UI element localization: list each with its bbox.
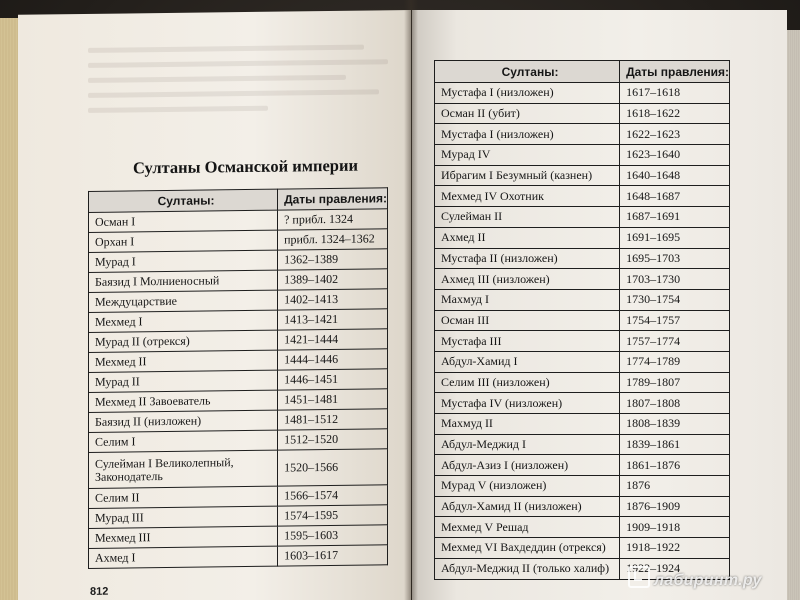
sultan-name-cell: Мурад V (низложен)	[435, 476, 620, 497]
reign-dates-cell: 1451–1481	[278, 389, 388, 410]
sultan-name-cell: Осман II (убит)	[435, 103, 620, 124]
reign-dates-cell: 1421–1444	[278, 329, 388, 350]
watermark-text: лабиринт.ру	[654, 572, 762, 589]
header-sultans: Султаны:	[89, 189, 278, 212]
sultan-name-cell: Селим II	[89, 486, 278, 508]
table-row	[435, 165, 730, 186]
reign-dates-cell: ? прибл. 1324	[278, 209, 388, 230]
sultan-name-cell: Мехмед II Завоеватель	[89, 390, 278, 412]
sultan-name-cell: Мехмед IV Охотник	[435, 186, 620, 207]
book-spine-shadow	[404, 0, 418, 600]
bleed-through-text	[88, 36, 388, 123]
reign-dates-cell: 1595–1603	[278, 525, 388, 546]
table-row	[435, 83, 730, 104]
reign-dates-cell: прибл. 1324–1362	[278, 229, 388, 250]
reign-dates-cell: 1703–1730	[620, 269, 730, 290]
sultan-name-cell: Абдул-Меджид I	[435, 434, 620, 455]
sultan-name-cell: Абдул-Хамид I	[435, 351, 620, 372]
table-row	[435, 331, 730, 352]
table-header-row	[435, 61, 730, 83]
reign-dates-cell: 1362–1389	[278, 249, 388, 270]
sultans-table-right	[434, 60, 730, 580]
reign-dates-cell: 1839–1861	[620, 434, 730, 455]
reign-dates-cell: 1512–1520	[278, 429, 388, 450]
reign-dates-cell: 1861–1876	[620, 455, 730, 476]
table-row	[435, 434, 730, 455]
sultan-name-cell: Мурад II	[89, 370, 278, 392]
reign-dates-cell: 1444–1446	[278, 349, 388, 370]
table-row	[435, 351, 730, 372]
table-row	[435, 103, 730, 124]
reign-dates-cell: 1648–1687	[620, 186, 730, 207]
reign-dates-cell: 1876–1909	[620, 496, 730, 517]
sultan-name-cell: Сулейман II	[435, 207, 620, 228]
table-row	[435, 227, 730, 248]
reign-dates-cell: 1622–1623	[620, 124, 730, 145]
reign-dates-cell: 1730–1754	[620, 289, 730, 310]
table-row	[89, 545, 388, 569]
sultan-name-cell: Абдул-Хамид II (низложен)	[435, 496, 620, 517]
reign-dates-cell: 1789–1807	[620, 372, 730, 393]
table-row	[435, 289, 730, 310]
table-row	[89, 449, 388, 489]
reign-dates-cell: 1623–1640	[620, 145, 730, 166]
reign-dates-cell: 1520–1566	[278, 449, 388, 486]
reign-dates-cell: 1617–1618	[620, 83, 730, 104]
table-row	[435, 124, 730, 145]
sultan-name-cell: Междуцарствие	[89, 290, 278, 312]
sultan-name-cell: Мехмед I	[89, 310, 278, 332]
sultan-name-cell: Мурад II (отрекся)	[89, 330, 278, 352]
sultan-name-cell: Мустафа IV (низложен)	[435, 393, 620, 414]
sultan-name-cell: Мехмед III	[89, 526, 278, 548]
reign-dates-cell: 1774–1789	[620, 351, 730, 372]
header-dates: Даты правления:	[278, 188, 388, 210]
table-row	[435, 186, 730, 207]
reign-dates-cell: 1481–1512	[278, 409, 388, 430]
left-page	[18, 10, 411, 600]
sultan-name-cell: Осман III	[435, 310, 620, 331]
header-dates: Даты правления:	[620, 61, 730, 83]
reign-dates-cell: 1876	[620, 476, 730, 497]
table-row	[435, 145, 730, 166]
table-row	[435, 248, 730, 269]
reign-dates-cell: 1808–1839	[620, 414, 730, 435]
sultan-name-cell: Ибрагим I Безумный (казнен)	[435, 165, 620, 186]
table-row	[435, 496, 730, 517]
reign-dates-cell: 1754–1757	[620, 310, 730, 331]
table-row	[435, 455, 730, 476]
sultan-name-cell: Мустафа I (низложен)	[435, 83, 620, 104]
sultan-name-cell: Мурад III	[89, 506, 278, 528]
page-number: 812	[90, 585, 109, 598]
sultan-name-cell: Мурад IV	[435, 145, 620, 166]
table-row	[435, 538, 730, 559]
reign-dates-cell: 1807–1808	[620, 393, 730, 414]
sultan-name-cell: Баязид I Молниеносный	[89, 270, 278, 292]
sultan-name-cell: Мехмед V Решад	[435, 517, 620, 538]
right-page	[412, 10, 787, 600]
sultan-name-cell: Мурад I	[89, 250, 278, 272]
table-row	[435, 393, 730, 414]
table-row	[435, 476, 730, 497]
sultan-name-cell: Ахмед II	[435, 227, 620, 248]
reign-dates-cell: 1603–1617	[278, 545, 388, 566]
reign-dates-cell: 1918–1922	[620, 538, 730, 559]
sultan-name-cell: Селим I	[89, 430, 278, 452]
sultan-name-cell: Мехмед II	[89, 350, 278, 372]
sultan-name-cell: Махмуд II	[435, 414, 620, 435]
reign-dates-cell: 1695–1703	[620, 248, 730, 269]
sultan-name-cell: Ахмед I	[89, 546, 278, 568]
table-row	[435, 372, 730, 393]
sultans-table-left	[88, 187, 388, 569]
table-row	[435, 207, 730, 228]
sultan-name-cell: Баязид II (низложен)	[89, 410, 278, 432]
sultan-name-cell: Махмуд I	[435, 289, 620, 310]
reign-dates-cell: 1687–1691	[620, 207, 730, 228]
reign-dates-cell: 1566–1574	[278, 485, 388, 506]
sultan-name-cell: Мустафа II (низложен)	[435, 248, 620, 269]
sultan-name-cell: Мехмед VI Вахдеддин (отрекся)	[435, 538, 620, 559]
reign-dates-cell: 1618–1622	[620, 103, 730, 124]
reign-dates-cell: 1413–1421	[278, 309, 388, 330]
sultan-name-cell: Осман I	[89, 210, 278, 232]
sultan-name-cell: Сулейман I Великолепный, Законодатель	[89, 450, 278, 488]
page-title: Султаны Османской империи	[133, 155, 358, 178]
reign-dates-cell: 1574–1595	[278, 505, 388, 526]
reign-dates-cell: 1640–1648	[620, 165, 730, 186]
sultan-name-cell: Мустафа III	[435, 331, 620, 352]
reign-dates-cell: 1757–1774	[620, 331, 730, 352]
reign-dates-cell: 1922–1924	[620, 558, 730, 579]
reign-dates-cell: 1389–1402	[278, 269, 388, 290]
sultan-name-cell: Абдул-Меджид II (только халиф)	[435, 558, 620, 579]
table-row	[435, 517, 730, 538]
sultan-name-cell: Мустафа I (низложен)	[435, 124, 620, 145]
sultan-name-cell: Ахмед III (низложен)	[435, 269, 620, 290]
sultan-name-cell: Абдул-Азиз I (низложен)	[435, 455, 620, 476]
labirint-logo-icon	[628, 566, 650, 588]
table-row	[435, 269, 730, 290]
header-sultans: Султаны:	[435, 61, 620, 83]
table-row	[435, 310, 730, 331]
sultan-name-cell: Селим III (низложен)	[435, 372, 620, 393]
reign-dates-cell: 1446–1451	[278, 369, 388, 390]
watermark	[628, 566, 762, 590]
reign-dates-cell: 1402–1413	[278, 289, 388, 310]
reign-dates-cell: 1909–1918	[620, 517, 730, 538]
table-row	[435, 414, 730, 435]
reign-dates-cell: 1691–1695	[620, 227, 730, 248]
page-edges-left	[0, 18, 20, 600]
sultan-name-cell: Орхан I	[89, 230, 278, 252]
